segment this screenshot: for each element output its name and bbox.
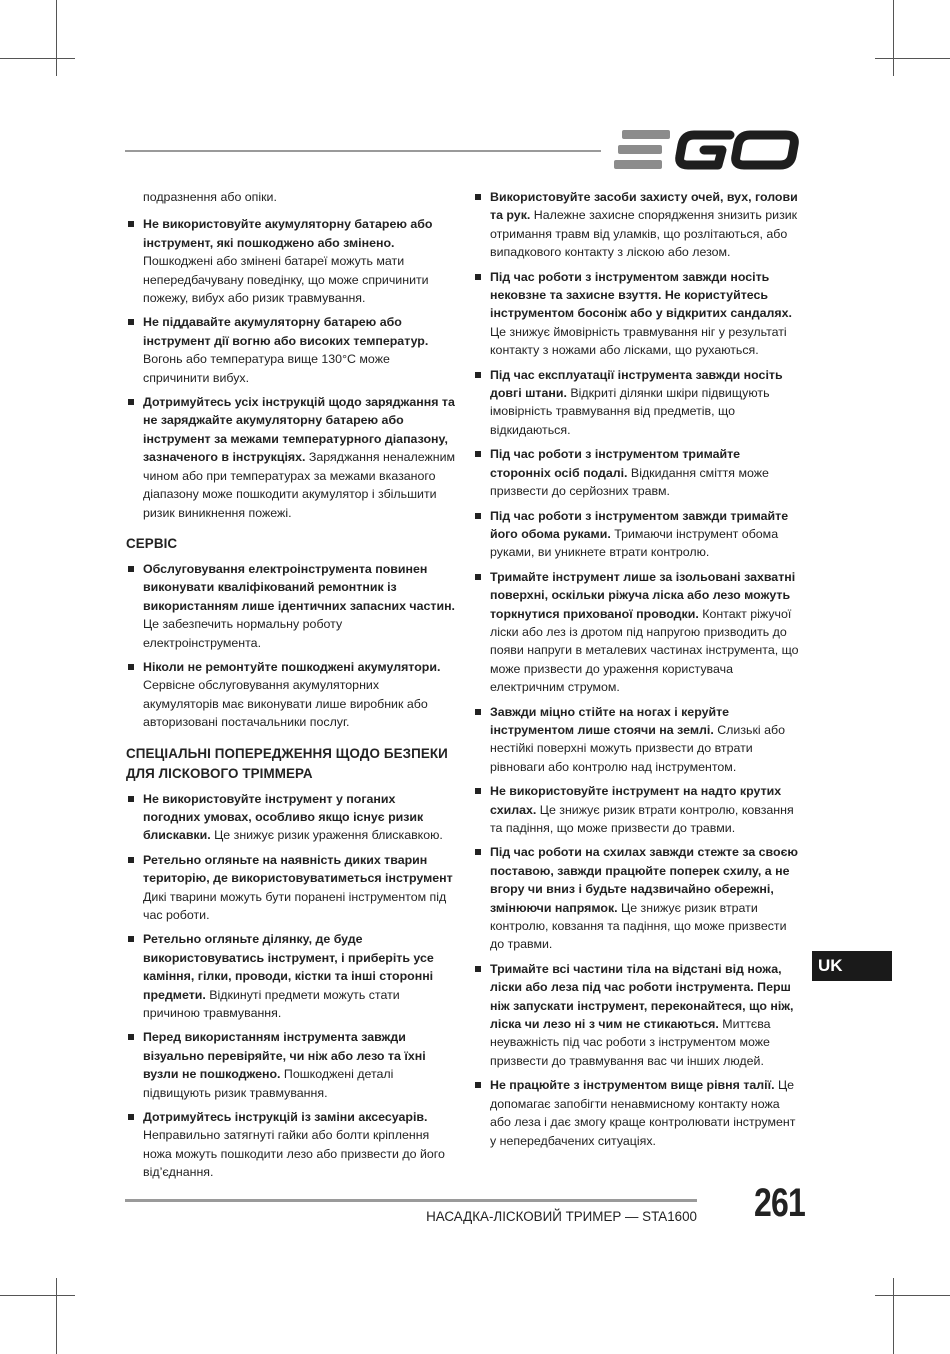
- bullet-icon: [128, 221, 134, 227]
- crop-mark: [875, 1295, 950, 1296]
- item-heading: Завжди міцно стійте на ногах і керуйте інструментом лише стоячи на землі.: [490, 704, 730, 737]
- crop-mark: [893, 1278, 894, 1354]
- footer-title: НАСАДКА-ЛІСКОВИЙ ТРИМЕР — STA1600: [426, 1209, 697, 1224]
- crop-mark: [56, 0, 57, 76]
- item-heading: Не використовуйте інструмент на надто крутих схилах.: [490, 784, 782, 817]
- list-item: [473, 268, 803, 360]
- item-heading: Ретельно огляньте на наявність диких тварин територію, де використовуватиметься інструмент: [143, 852, 453, 886]
- item-body: Неправильно затягнуті гайки або болти кріплення ножа можуть пошкодити лезо або призвести до його від’єднання.: [143, 1128, 445, 1180]
- list-item: [473, 843, 803, 953]
- item-body: Це знижує ризик втрати контролю, ковзання та падіння, що може призвести до травми.: [490, 900, 787, 952]
- bullet-icon: [475, 709, 481, 715]
- continuation-text: подразнення або опіки.: [143, 190, 277, 204]
- item-heading: Під час роботи з інструментом завжди носіть нековзне та захисне взуття. Не користуйтесь інструментом босоніж або у відкритих сандалях.: [490, 269, 792, 321]
- bullet-icon: [475, 849, 481, 855]
- bullet-icon: [128, 319, 134, 325]
- item-heading: Під час роботи з інструментом тримайте сторонніх осіб подалі.: [490, 447, 741, 480]
- bullet-icon: [128, 796, 134, 802]
- item-body: Тримаючи інструмент обома руками, ви уникнете втрати контролю.: [490, 526, 779, 560]
- item-body: Відкинуті предмети можуть стати причиною травмування.: [143, 987, 400, 1021]
- item-heading: Обслуговування електроінструмента повинен виконувати кваліфікований ремонтник із використанням лише ідентичних запасних частин.: [143, 561, 456, 613]
- item-heading: Перед використанням інструмента завжди візуально перевіряйте, чи ніж або лезо та їхні вузли не пошкоджено.: [143, 1030, 426, 1082]
- bullet-icon: [128, 1034, 134, 1040]
- item-heading: Тримайте всі частини тіла на відстані від ножа, ліски або леза під час роботи інструмента. Перш ніж запускати інструмент, переконайтеся, що ніж, ліска чи лезо ні з чим не стикаються.: [490, 961, 794, 1032]
- list-item: [473, 1076, 803, 1150]
- item-heading: Ретельно огляньте ділянку, де буде використовуватись інструмент, і приберіть усе каміння, гілки, проводи, кістки та інші сторонні предмети.: [143, 932, 434, 1002]
- list-item: [473, 445, 803, 500]
- bullet-icon: [475, 966, 481, 972]
- list-item: [126, 1028, 456, 1102]
- bullet-icon: [475, 451, 481, 457]
- page-number: 261: [754, 1181, 805, 1225]
- left-column: [126, 188, 456, 1188]
- language-tab: UK: [812, 951, 892, 981]
- item-body: Пошкоджені деталі підвищують ризик травмування.: [143, 1067, 394, 1100]
- item-heading: Використовуйте засоби захисту очей, вух, голови та рук.: [490, 190, 798, 223]
- item-body: Це знижує ймовірність травмування ніг у результаті контакту з ножами або лісками, що рухаються.: [490, 324, 787, 358]
- item-heading: Під час роботи з інструментом завжди тримайте його обома руками.: [490, 508, 789, 541]
- bullet-icon: [475, 1082, 481, 1088]
- item-body: Вогонь або температура вище 130°C може спричинити вибух.: [143, 352, 390, 385]
- item-body: Належне захисне спорядження знизить ризик отримання травм від уламків, що розлітаються, або випадкового контакту з ліскою або лезом.: [490, 208, 798, 260]
- list-item: [473, 507, 803, 562]
- list-item: [473, 366, 803, 440]
- bullet-icon: [128, 664, 134, 670]
- item-heading: Під час експлуатації інструмента завжди носіть довгі штани.: [490, 367, 783, 401]
- bullet-icon: [128, 857, 134, 863]
- item-body: Відкриті ділянки шкіри підвищують імовірність травмування від предметів, що відкидаються.: [490, 386, 770, 437]
- bullet-icon: [128, 399, 134, 405]
- item-body: Пошкоджені або змінені батареї можуть мати непередбачувану поведінку, що може спричинити пожежу, вибух або ризик травмування.: [143, 254, 429, 306]
- list-item: [126, 215, 456, 307]
- list-item: [473, 960, 803, 1070]
- item-heading: Не піддавайте акумуляторну батарею або інструмент дії вогню або високих температур.: [143, 315, 429, 348]
- item-body: Заряджання неналежним чином або при температурах за межами вказаного діапазону може пошкодити акумулятор і збільшити ризик виникнення пожежі.: [143, 450, 456, 520]
- list-item: [126, 930, 456, 1022]
- item-body: Контакт ріжучої ліски або лез із дротом під напругою призводить до появи напруги в металевих частинах інструмента, що може призвести до ураження користувача електричним струмом.: [490, 606, 799, 695]
- item-body: Це знижує ризик ураження блискавкою.: [210, 828, 443, 843]
- bullet-icon: [475, 513, 481, 519]
- bullet-icon: [475, 788, 481, 794]
- item-body: Це забезпечить нормальну роботу електроінструмента.: [143, 617, 343, 650]
- item-body: Це допомагає запобігти ненавмисному контакту ножа або леза і дає змогу краще контролювати інструмент у непередбачених ситуаціях.: [490, 1078, 796, 1148]
- item-heading: Під час роботи на схилах завжди стежте за своєю поставою, завжди працюйте поперек схилу, а не вгору чи вниз і будьте надзвичайно обережні, змінюючи напрямок.: [490, 845, 798, 915]
- item-heading: Ніколи не ремонтуйте пошкоджені акумулятори.: [143, 659, 441, 674]
- list-item: [126, 1108, 456, 1182]
- crop-mark: [0, 58, 75, 59]
- list-item: [126, 851, 456, 925]
- right-column: [473, 188, 803, 1156]
- crop-mark: [56, 1278, 57, 1354]
- ego-logo: [614, 128, 800, 172]
- list-item: [473, 782, 803, 837]
- bullet-icon: [128, 936, 134, 942]
- list-item: [473, 188, 803, 262]
- item-body: Слизькі або нестійкі поверхні можуть призвести до втрати рівноваги або контролю над інструментом.: [490, 722, 785, 774]
- footer-rule: [125, 1199, 697, 1202]
- bullet-icon: [475, 574, 481, 580]
- bullet-icon: [128, 1114, 134, 1120]
- item-heading: Дотримуйтесь інструкцій із заміни аксесуарів.: [143, 1110, 428, 1125]
- bullet-icon: [475, 372, 481, 378]
- item-body: Відкидання сміття може призвести до серйозних травм.: [490, 465, 769, 499]
- item-body: Це знижує ризик втрати контролю, ковзання та падіння, що може призвести до травми.: [490, 802, 794, 835]
- list-item: [126, 658, 456, 732]
- item-heading: Тримайте інструмент лише за ізольовані захватні поверхні, оскільки ріжуча ліска або лезо можуть торкнутися прихованої проводки.: [490, 569, 796, 621]
- list-item: [473, 568, 803, 697]
- item-heading: Дотримуйтесь усіх інструкцій щодо заряджання та не заряджайте акумуляторну батарею або інструмент за межами температурного діапазону, зазначеного в інструкціях.: [143, 395, 455, 465]
- item-heading: Не працюйте з інструментом вище рівня талії.: [490, 1078, 775, 1093]
- bullet-icon: [475, 274, 481, 280]
- list-item: [126, 560, 456, 652]
- section-title-special-warnings: СПЕЦІАЛЬНІ ПОПЕРЕДЖЕННЯ ЩОДО БЕЗПЕКИ ДЛЯ ЛІСКОВОГО ТРІММЕРА: [126, 745, 448, 781]
- item-body: Сервісне обслуговування акумуляторних акумуляторів має виконувати лише виробник або авторизовані постачальники послуг.: [143, 678, 428, 730]
- list-item: [473, 703, 803, 777]
- item-body: Миттєва неуважність під час роботи з інструментом може призвести до травмування вас чи інших людей.: [490, 1017, 771, 1068]
- crop-mark: [0, 1295, 75, 1296]
- item-heading: Не використовуйте акумуляторну батарею або інструмент, які пошкоджено або змінено.: [143, 217, 433, 250]
- bullet-icon: [475, 194, 481, 200]
- crop-mark: [875, 58, 950, 59]
- header-rule: [125, 150, 601, 152]
- list-item: [126, 790, 456, 845]
- bullet-icon: [128, 566, 134, 572]
- item-body: Дикі тварини можуть бути поранені інструментом під час роботи.: [143, 889, 447, 922]
- crop-mark: [893, 0, 894, 76]
- list-item: [126, 393, 456, 522]
- item-heading: Не використовуйте інструмент у поганих погодних умовах, особливо якщо існує ризик блискавки.: [143, 791, 424, 843]
- list-item: [126, 313, 456, 387]
- section-title-service: СЕРВІС: [126, 535, 178, 551]
